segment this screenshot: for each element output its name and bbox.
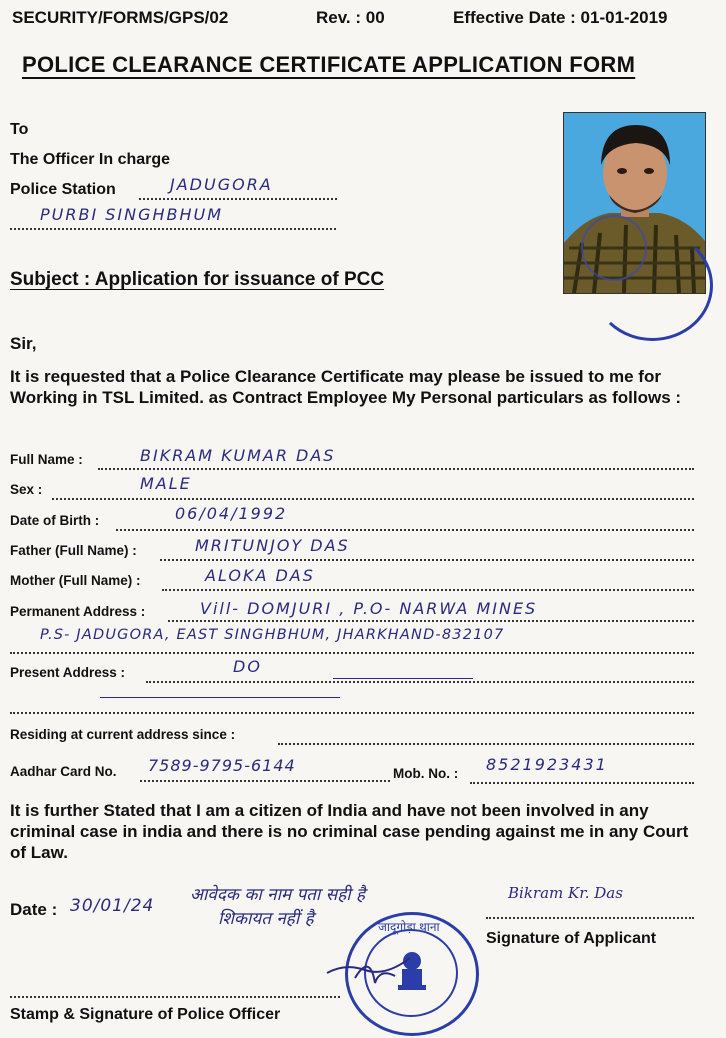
station-value: JADUGORA [170,175,273,194]
officer-signature-label: Stamp & Signature of Police Officer [10,1006,281,1023]
aadhar-value: 7589-9795-6144 [148,756,296,775]
dob-value: 06/04/1992 [175,504,288,523]
full-name-dotline [98,468,694,470]
dob-label: Date of Birth : [10,513,100,528]
sex-dotline [52,498,694,500]
aadhar-dotline [140,780,390,782]
mother-value: ALOKA DAS [205,566,315,585]
full-name-value: BIKRAM KUMAR DAS [140,446,336,465]
father-label: Father (Full Name) : [10,543,137,558]
date-label: Date : [10,900,58,919]
permanent-address-dotline-1 [168,620,694,622]
district-value: PURBI SINGHBHUM [40,205,224,224]
officer-signature-dotline [10,996,340,998]
applicant-signature: Bikram Kr. Das [508,884,623,902]
mother-dotline [162,589,694,591]
district-dotline [10,228,336,230]
applicant-signature-label: Signature of Applicant [486,930,657,947]
residing-since-label: Residing at current address since : [10,727,236,742]
declaration-paragraph: It is further Stated that I am a citizen of India and have not been involved in any criminal case in india and there is no criminal case pending against me in any Court of Law. [10,801,689,862]
intro-paragraph: It is requested that a Police Clearance Certificate may please be issued to me for Working in TSL Limited. as Contract Employee My Personal particulars as follows : [10,367,682,407]
date-value: 30/01/24 [70,896,155,916]
residing-since-dotline [278,743,694,745]
ditto-stroke-2 [100,697,340,698]
permanent-address-label: Permanent Address : [10,604,146,619]
mobile-dotline [470,782,694,784]
applicant-signature-dotline [486,917,694,919]
station-label: Police Station [10,181,116,198]
effective-date: Effective Date : 01-01-2019 [453,8,668,27]
father-value: MRITUNJOY DAS [195,536,350,555]
dob-dotline [116,529,694,531]
hindi-note-line2: शिकायत नहीं है [218,909,314,929]
hindi-note-line1: आवेदक का नाम पता सही है [190,885,366,905]
permanent-address-line2: P.S- JADUGORA, EAST SINGHBHUM, JHARKHAND-832107 [40,627,505,643]
revision: Rev. : 00 [316,8,385,27]
officer-label: The Officer In charge [10,151,171,168]
subject-line: Subject : Application for issuance of PCC [10,269,385,290]
sex-value: MALE [140,474,192,493]
stamp-text: जादूगोड़ा थाना [378,920,440,934]
present-address-label: Present Address : [10,665,126,680]
police-stamp-photo [592,230,713,341]
form-code: SECURITY/FORMS/GPS/02 [12,8,229,27]
page-title: POLICE CLEARANCE CERTIFICATE APPLICATION FORM [22,52,636,77]
full-name-label: Full Name : [10,452,83,467]
aadhar-label: Aadhar Card No. [10,764,117,779]
permanent-address-dotline-2 [10,652,694,654]
present-address-value: DO [233,657,262,676]
station-dotline [139,198,337,200]
officer-signature-scribble [325,948,415,988]
mobile-value: 8521923431 [486,755,608,774]
mother-label: Mother (Full Name) : [10,573,141,588]
sex-label: Sex : [10,482,43,497]
salutation: Sir, [10,334,37,353]
present-address-dotline-1 [146,681,694,683]
mobile-label: Mob. No. : [393,766,459,781]
ditto-stroke-1 [333,678,473,679]
father-dotline [160,559,694,561]
permanent-address-line1: Vill- DOMJURI , P.O- NARWA MINES [200,599,538,618]
present-address-dotline-2 [10,712,694,714]
to-label: To [10,121,29,138]
